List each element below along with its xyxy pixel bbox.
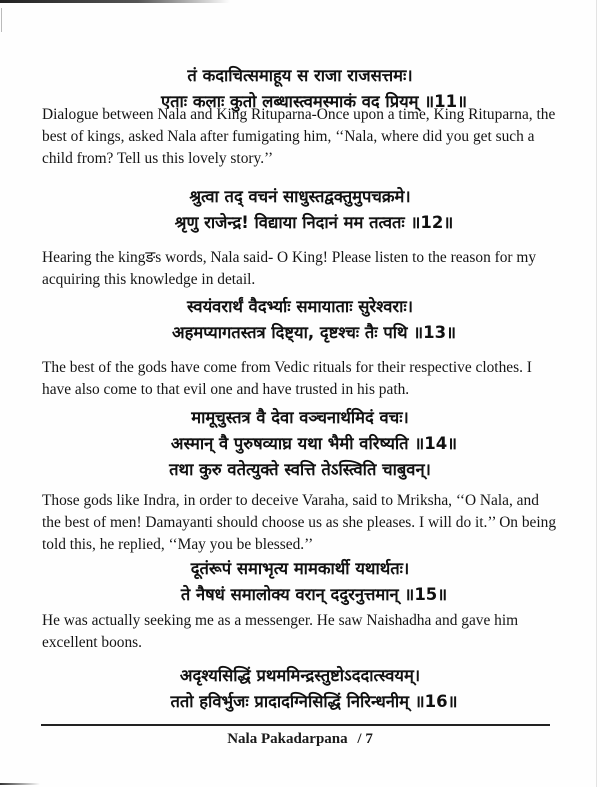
verse-line: स्वयंवरार्थं वैदर्भ्याः समायाताः सुरेश्वराः। [187, 297, 413, 316]
translation-paragraph: The best of the gods have come from Vedic rituals for their respective clothes. I have also come to that evil one and have trusted in his path. [42, 359, 532, 398]
translation-paragraph: Those gods like Indra, in order to deceive Varaha, said to Mriksha, ‘‘O Nala, and the best of men! Damayanti should choose us as she pleases. I will do it.’’ On being told this, he replied, ‘‘May you be blessed.’’ [42, 492, 557, 553]
verse-line: श्रुत्वा तद् वचनं साधुस्तद्वक्तुमुपचक्रमे। [189, 187, 411, 206]
translation-paragraph: Dialogue between Nala and King Rituparna-Once upon a time, King Rituparna, the best of kings, asked Nala after fumigating him, ‘‘Nala, where did you get such a child from? Tell us this lovely story.’’ [42, 106, 556, 167]
verse-line: तं कदाचित्समाहूय स राजा राजसत्तमः। [187, 66, 413, 85]
verse-14 [0, 405, 600, 483]
verse-12 [0, 184, 600, 236]
footer-separator: / [357, 731, 362, 747]
verse-line: ततो हविर्भुजः प्रादादग्निसिद्धिं निरिन्धनीम् ॥16॥ [170, 692, 458, 711]
verse-16 [0, 663, 600, 715]
page-number: 7 [365, 731, 373, 747]
verse-line: श्रृणु राजेन्द्र! विद्याया निदानं मम तत्वतः ॥12॥ [174, 213, 454, 232]
verse-line: दूतंरूपं समाभृत्य मामकार्थी यथार्थतः। [190, 559, 410, 578]
scan-shadow-top [0, 0, 230, 3]
scan-shadow-left [1, 8, 2, 32]
verse-line: मामूचुस्तत्र वै देवा वञ्चनार्थमिदं वचः। [191, 408, 409, 427]
scan-shadow-bottom [0, 783, 40, 785]
verse-line: अदृश्यसिद्धिं प्रथममिन्द्रस्तुष्टोऽददात्स्वयम्। [179, 666, 421, 685]
verse-line: अस्मान् वै पुरुषव्याघ्र यथा भैमी वरिष्यति ॥14॥ [170, 434, 458, 453]
page-footer [0, 731, 600, 748]
book-title: Nala Pakadarpana [227, 731, 348, 747]
translation-paragraph: He was actually seeking me as a messenger. He saw Naishadha and gave him excellent boons. [42, 612, 519, 651]
verse-line: अहमप्यागतस्तत्र दिष्ट्या, दृष्टश्चः तैः पथि ॥13॥ [171, 323, 457, 342]
translation-paragraph: Hearing the kingङs words, Nala said- O King! Please listen to the reason for my acquiring this knowledge in detail. [42, 249, 537, 288]
verse-line: एताः कलाः कुतो लब्धास्त्वमस्माकं वद प्रियम् ॥11॥ [160, 92, 468, 111]
verse-15 [0, 556, 600, 608]
verse-line: तथा कुरु वतेत्युक्ते स्वत्ति तेऽस्त्विति चाबुवन्। [169, 460, 431, 479]
verse-line: ते नैषधं समालोक्य वरान् ददुरनुत्तमान् ॥15॥ [180, 585, 448, 604]
verse-13 [0, 294, 600, 346]
footer-divider [41, 724, 550, 726]
